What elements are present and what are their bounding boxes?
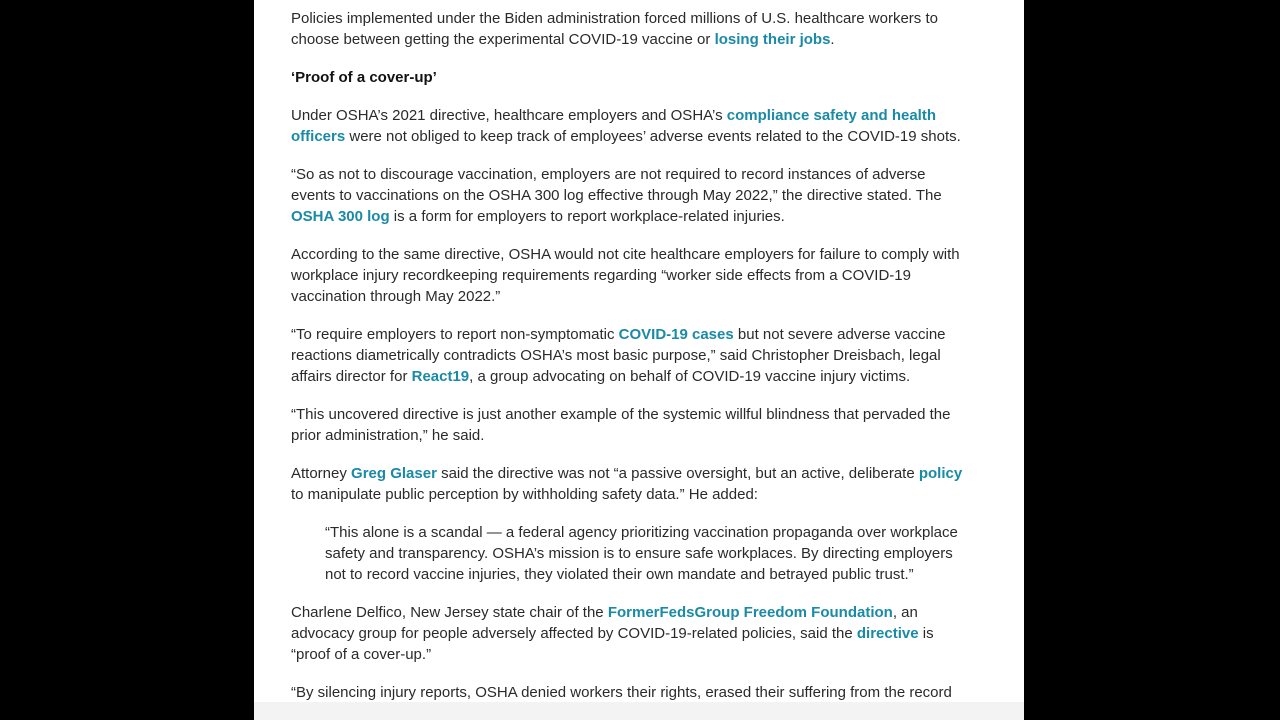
section-heading: ‘Proof of a cover-up’ <box>291 69 437 86</box>
paragraph-delfico: Charlene Delfico, New Jersey state chair of the FormerFedsGroup Freedom Foundation, an advocacy group for people adversely affected by COVID-19-related policies, said the directive is “proof of a cover-up.” <box>291 604 934 663</box>
paragraph-directive-quote: “So as not to discourage vaccination, employers are not required to record instances of adverse events to vaccinations on the OSHA 300 log effective through May 2022,” the directive stated. The OSHA 300 log is a form for employers to report workplace-related injuries. <box>291 166 942 225</box>
link-formerfedsgroup[interactable]: FormerFedsGroup Freedom Foundation <box>607 604 893 621</box>
paragraph-willful-blindness: “This uncovered directive is just another example of the systemic willful blindness that pervaded the prior administration,” he said. <box>291 406 951 444</box>
link-losing-their-jobs[interactable]: losing their jobs <box>714 31 831 48</box>
paragraph-biden-policies: Policies implemented under the Biden administration forced millions of U.S. healthcare workers to choose between getting the experimental COVID-19 vaccine or losing their jobs. <box>291 10 938 48</box>
paragraph-glaser: Attorney Greg Glaser said the directive was not “a passive oversight, but an active, deliberate policy to manipulate public perception by withholding safety data.” He added: <box>291 465 963 503</box>
article-page <box>254 0 1024 720</box>
article-body <box>291 8 971 720</box>
link-compliance-officers[interactable]: compliance safety and health officers <box>291 107 937 145</box>
paragraph-dreisbach: “To require employers to report non-symptomatic COVID-19 cases but not severe adverse vaccine reactions diametrically contradicts OSHA’s most basic purpose,” said Christopher Dreisbach, legal affairs director for React19, a group advocating on behalf of COVID-19 vaccine injury victims. <box>291 326 946 385</box>
blockquote-glaser: “This alone is a scandal — a federal agency prioritizing vaccination propaganda over workplace safety and transparency. OSHA’s mission is to ensure safe workplaces. By directing employers not to record vaccine injuries, they violated their own mandate and betrayed public trust.” <box>325 524 958 583</box>
link-osha-300-log[interactable]: OSHA 300 log <box>291 208 390 225</box>
bottom-bar <box>254 702 1024 720</box>
paragraph-recordkeeping: According to the same directive, OSHA would not cite healthcare employers for failure to comply with workplace injury recordkeeping requirements regarding “worker side effects from a COVID-19 vaccination through May 2022.” <box>291 246 960 305</box>
link-directive[interactable]: directive <box>856 625 919 642</box>
link-covid-19-cases[interactable]: COVID-19 cases <box>618 326 734 343</box>
link-greg-glaser[interactable]: Greg Glaser <box>351 465 437 482</box>
paragraph-silencing-reports: “By silencing injury reports, OSHA denied workers their rights, erased their suffering from the record <box>291 684 952 701</box>
link-policy[interactable]: policy <box>918 465 963 482</box>
link-react19[interactable]: React19 <box>411 368 470 385</box>
paragraph-osha-directive: Under OSHA’s 2021 directive, healthcare employers and OSHA’s compliance safety and health officers were not obliged to keep track of employees’ adverse events related to the COVID-19 shots. <box>291 107 961 145</box>
